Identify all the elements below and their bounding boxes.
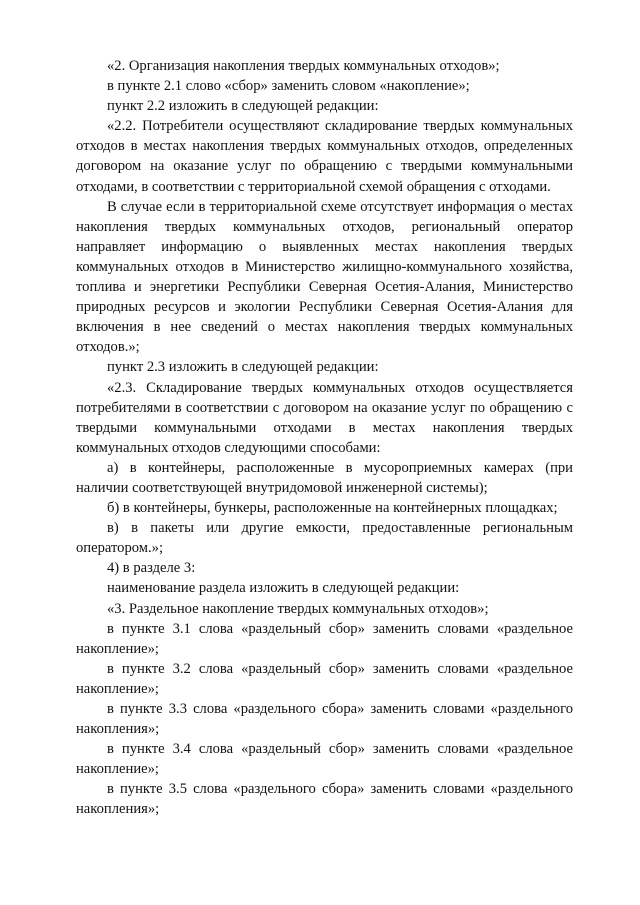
paragraph-item-3-2: в пункте 3.2 слова «раздельный сбор» заменить словами «раздельное накопление»;: [76, 660, 573, 697]
paragraph-item-2-3-text: «2.3. Складирование твердых коммунальных отходов осуществляется потребителями в соответствии с договором на оказание услуг по обращению с твердыми коммунальными отходами в местах накопления твердых коммунальных отходов следующими способами:: [76, 379, 573, 456]
list-item-v: в) в пакеты или другие емкости, предоставленные региональным оператором.»;: [76, 520, 573, 557]
paragraph-item-3-5: в пункте 3.5 слова «раздельного сбора» заменить словами «раздельного накопления»;: [76, 781, 573, 818]
paragraph-section-2-title: «2. Организация накопления твердых коммунальных отходов»;: [107, 58, 500, 74]
paragraph-section-3-name-intro: наименование раздела изложить в следующей редакции:: [107, 580, 460, 597]
paragraph-item-2-1: в пункте 2.1 слово «сбор» заменить словом «накопление»;: [107, 78, 470, 95]
list-item-b: б) в контейнеры, бункеры, расположенные на контейнерных площадках;: [107, 500, 558, 517]
paragraph-item-2-2-intro: пункт 2.2 изложить в следующей редакции:: [107, 98, 379, 115]
paragraph-item-3-3: в пункте 3.3 слова «раздельного сбора» заменить словами «раздельного накопления»;: [76, 701, 573, 738]
paragraph-item-2-3-intro: пункт 2.3 изложить в следующей редакции:: [107, 359, 379, 376]
paragraph-item-3-4: в пункте 3.4 слова «раздельный сбор» заменить словами «раздельное накопление»;: [76, 741, 573, 778]
paragraph-section-3-title: «3. Раздельное накопление твердых коммунальных отходов»;: [107, 600, 489, 617]
list-item-a: а) в контейнеры, расположенные в мусороприемных камерах (при наличии соответствующей внутридомовой инженерной системы);: [76, 459, 573, 496]
paragraph-item-3-1: в пункте 3.1 слова «раздельный сбор» заменить словами «раздельное накопление»;: [76, 620, 573, 657]
paragraph-item-2-2-continuation: В случае если в территориальной схеме отсутствует информация о местах накопления твердых коммунальных отходов, региональный оператор направляет информацию о выявленных местах накопления твердых коммунальных отходов в Министерство жилищно-коммунального хозяйства, топлива и энергетики Республики Северная Осетия-Алания, Министерство природных ресурсов и экологии Республики Северная Осетия-Алания для включения в нее сведений о местах накопления твердых коммунальных отходов.»;: [76, 198, 573, 356]
paragraph-item-2-2-text: «2.2. Потребители осуществляют складирование твердых коммунальных отходов в местах накопления твердых коммунальных отходов, определенных договором на оказание услуг по обращению с твердыми коммунальными отходами, в соответствии с территориальной схемой обращения с отходами.: [76, 118, 573, 195]
paragraph-section-3-intro: 4) в разделе 3:: [107, 560, 196, 577]
